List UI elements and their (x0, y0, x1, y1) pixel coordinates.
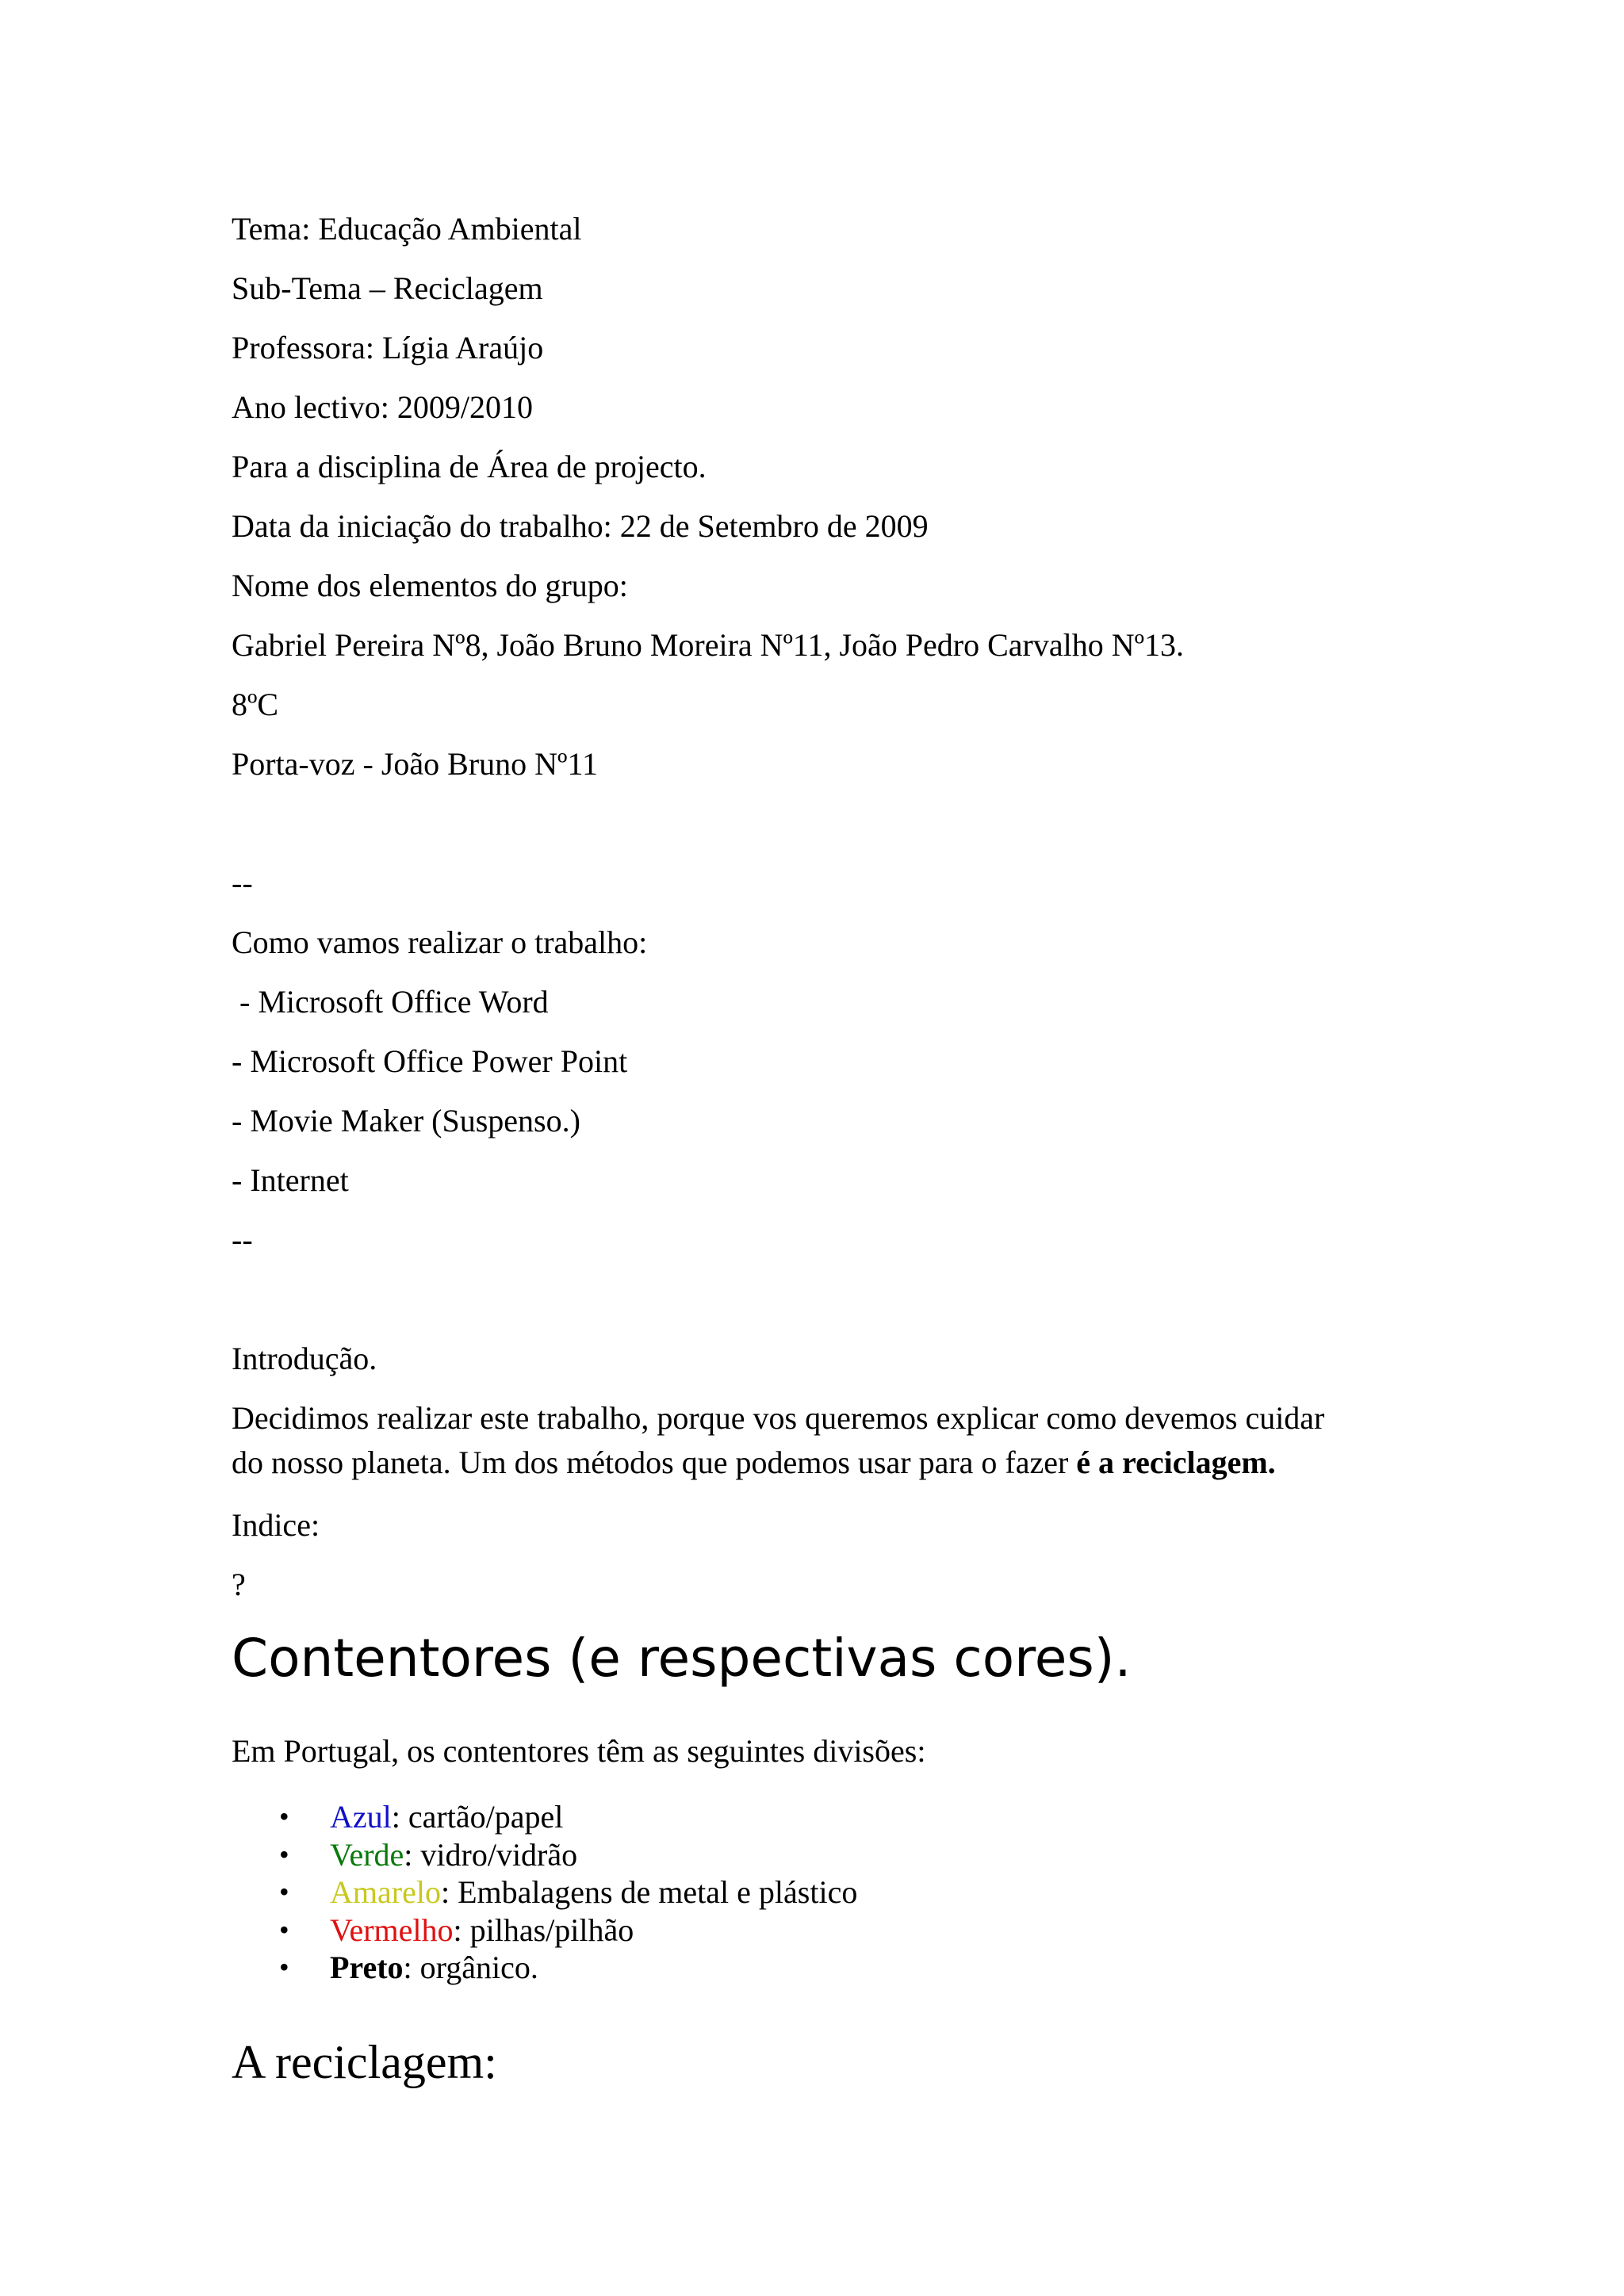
reciclagem-heading: A reciclagem: (232, 2036, 497, 2088)
list-item (232, 1798, 857, 1836)
turma-line: 8ºC (232, 687, 279, 722)
item-text: : Embalagens de metal e plástico (440, 1874, 858, 1910)
color-name-verde: Verde (330, 1836, 404, 1873)
contentores-list (232, 1798, 857, 1987)
introducao-text-normal: do nosso planeta. Um dos métodos que podemos usar para o fazer (232, 1445, 1077, 1480)
ano-lectivo-line: Ano lectivo: 2009/2010 (232, 389, 533, 425)
item-text: : vidro/vidrão (404, 1836, 578, 1873)
item-text: : orgânico. (403, 1950, 538, 1985)
bullet-icon: • (279, 1838, 289, 1870)
subtema-line: Sub-Tema – Reciclagem (232, 270, 543, 306)
nomes-line: Gabriel Pereira Nº8, João Bruno Moreira Nº11, João Pedro Carvalho Nº13. (232, 627, 1184, 663)
introducao-text-line-1: Decidimos realizar este trabalho, porque vos queremos explicar como devemos cuidar (232, 1400, 1325, 1436)
list-item (232, 1873, 857, 1911)
bullet-icon: • (279, 1800, 289, 1832)
introducao-title: Introdução. (232, 1341, 377, 1376)
porta-voz-line: Porta-voz - João Bruno Nº11 (232, 746, 598, 782)
color-name-preto: Preto (330, 1950, 404, 1985)
introducao-text-bold: é a reciclagem. (1076, 1445, 1276, 1480)
bullet-icon: • (279, 1913, 289, 1946)
separator: -- (232, 865, 253, 901)
color-name-azul: Azul (330, 1799, 392, 1835)
list-item (232, 1911, 857, 1950)
indice-label: Indice: (232, 1507, 320, 1543)
nomes-label: Nome dos elementos do grupo: (232, 568, 628, 603)
data-iniciacao-line: Data da iniciação do trabalho: 22 de Setembro de 2009 (232, 508, 929, 544)
bullet-icon: • (279, 1876, 289, 1908)
tema-line: Tema: Educação Ambiental (232, 211, 582, 247)
item-text: : cartão/papel (391, 1799, 564, 1835)
bullet-icon: • (279, 1951, 289, 1983)
list-item (232, 1836, 857, 1874)
contentores-intro: Em Portugal, os contentores têm as seguintes divisões: (232, 1733, 926, 1769)
indice-content: ? (232, 1567, 246, 1602)
separator: -- (232, 1222, 253, 1257)
professora-line: Professora: Lígia Araújo (232, 330, 544, 365)
color-name-vermelho: Vermelho (330, 1911, 454, 1948)
contentores-heading: Contentores (e respectivas cores). (232, 1628, 1132, 1689)
item-text: : pilhas/pilhão (453, 1911, 634, 1948)
disciplina-line: Para a disciplina de Área de projecto. (232, 449, 707, 484)
realizar-item-word: - Microsoft Office Word (232, 984, 549, 1020)
realizar-item-internet: - Internet (232, 1162, 349, 1198)
realizar-item-moviemaker: - Movie Maker (Suspenso.) (232, 1103, 580, 1138)
list-item (232, 1949, 857, 1987)
realizar-item-powerpoint: - Microsoft Office Power Point (232, 1043, 628, 1079)
introducao-text-line-2 (232, 1441, 1276, 1484)
realizar-label: Como vamos realizar o trabalho: (232, 924, 648, 960)
color-name-amarelo: Amarelo (330, 1874, 441, 1910)
